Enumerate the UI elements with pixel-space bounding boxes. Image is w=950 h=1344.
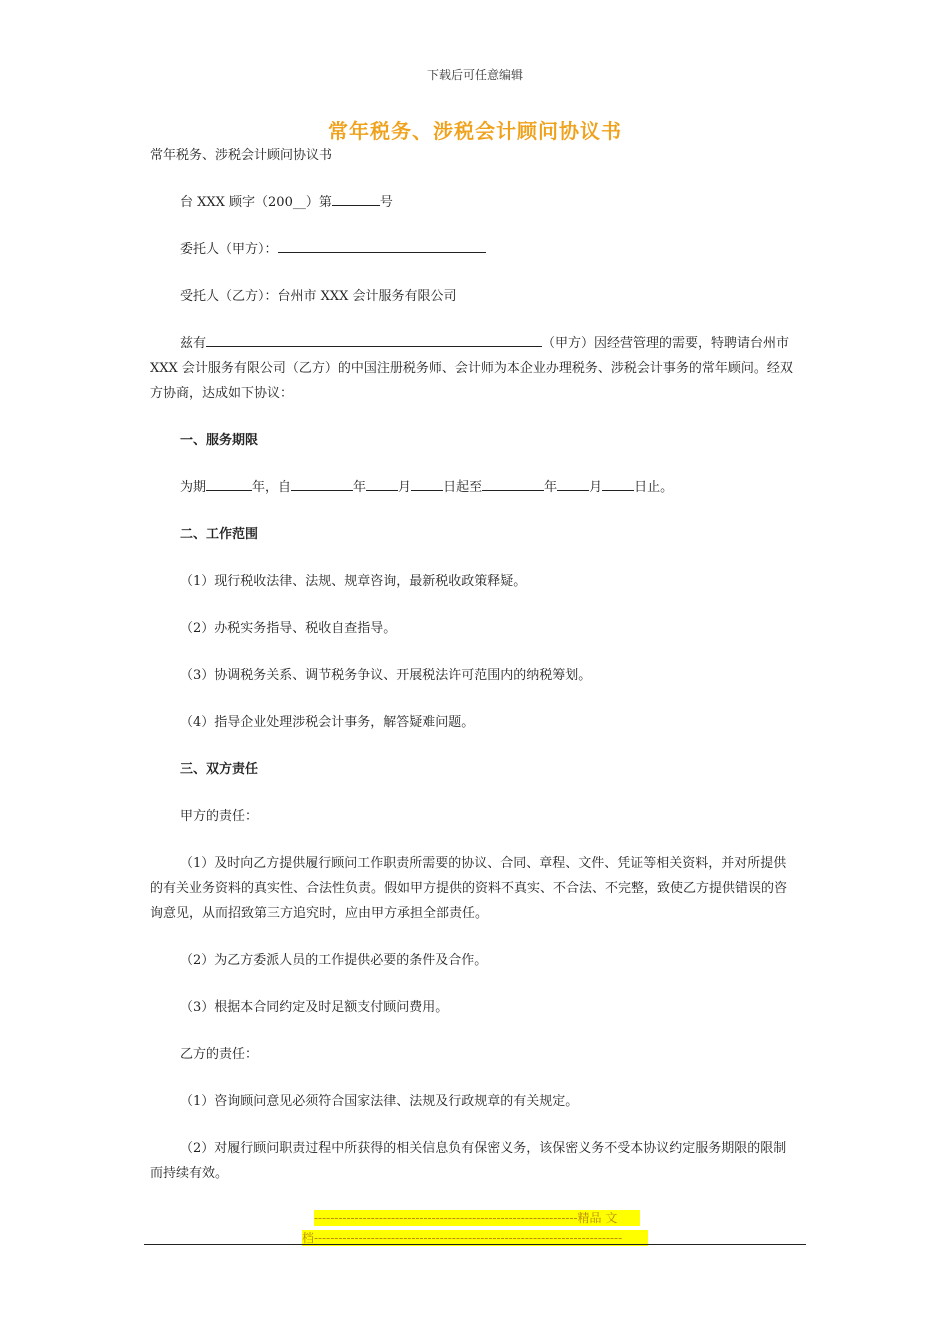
scope-item-1: （1）现行税收法律、法规、规章咨询，最新税收政策释疑。 (180, 574, 527, 589)
doc-number-suffix: 号 (379, 195, 393, 210)
party-a-duty-1: （1）及时向乙方提供履行顾问工作职责所需要的协议、合同、章程、文件、凭证等相关资料，并对所提供的有关业务资料的真实性、合法性负责。假如甲方提供的资料不真实、不合法、不完整，致使乙方提供错误的咨询意见，从而招致第三方追究时，应由甲方承担全部责任。 (150, 856, 788, 921)
doc-number-prefix: 台 XXX 顾字（200__）第 (180, 195, 332, 210)
party-b-duty-1: （1）咨询顾问意见必须符合国家法律、法规及行政规章的有关规定。 (180, 1094, 579, 1109)
period-text-8: 日止。 (634, 480, 674, 495)
start-year-blank[interactable] (291, 475, 353, 491)
period-text-6: 年 (544, 480, 558, 495)
document-body (150, 143, 795, 1186)
end-year-blank[interactable] (482, 475, 544, 491)
service-period-line (150, 475, 795, 500)
period-text-3: 年 (353, 480, 367, 495)
scope-item-3: （3）协调税务关系、调节税务争议、开展税法许可范围内的纳税筹划。 (180, 668, 592, 683)
start-month-blank[interactable] (366, 475, 398, 491)
section2-heading: 二、工作范围 (180, 527, 259, 542)
period-text-1: 为期 (180, 480, 207, 495)
period-text-4: 月 (398, 480, 412, 495)
party-a-label: 委托人（甲方）： (180, 242, 278, 257)
intro-lead: 兹有 (180, 336, 207, 351)
period-text-2: 年，自 (252, 480, 292, 495)
end-day-blank[interactable] (602, 475, 634, 491)
doc-number-line (150, 190, 795, 215)
party-a-duty-3: （3）根据本合同约定及时足额支付顾问费用。 (180, 1000, 449, 1015)
scope-item-4: （4）指导企业处理涉税会计事务，解答疑难问题。 (180, 715, 475, 730)
document-subtitle: 常年税务、涉税会计顾问协议书 (150, 148, 333, 163)
end-month-blank[interactable] (557, 475, 589, 491)
header-note: 下载后可任意编辑 (426, 68, 523, 82)
party-a-duty-2: （2）为乙方委派人员的工作提供必要的条件及合作。 (180, 953, 488, 968)
doc-number-blank[interactable] (332, 190, 380, 206)
scope-item-2: （2）办税实务指导、税收自查指导。 (180, 621, 397, 636)
party-b-duty-2: （2）对履行顾问职责过程中所获得的相关信息负有保密义务，该保密义务不受本协议约定服务期限的限制而持续有效。 (150, 1141, 787, 1181)
intro-paragraph (150, 331, 795, 406)
period-text-5: 日起至 (443, 480, 483, 495)
intro-blank[interactable] (206, 331, 542, 347)
footer-line-2: 档---------------------------------------------------------------------------- (302, 1230, 648, 1246)
period-text-7: 月 (589, 480, 603, 495)
section1-heading: 一、服务期限 (180, 433, 259, 448)
section3-heading: 三、双方责任 (180, 762, 259, 777)
party-b-line: 受托人（乙方）：台州市 XXX 会计服务有限公司 (180, 289, 457, 304)
period-years-blank[interactable] (206, 475, 252, 491)
footer-line-1: -----------------------------------------------------------------精品 文 (314, 1210, 640, 1226)
document-title: 常年税务、涉税会计顾问协议书 (328, 119, 622, 143)
start-day-blank[interactable] (411, 475, 443, 491)
party-a-line (150, 237, 795, 262)
footer-divider (144, 1244, 806, 1245)
intro-rest: （甲方）因经营管理的需要，特聘请台州市 XXX 会计服务有限公司（乙方）的中国注册税务师、会计师为本企业办理税务、涉税会计事务的常年顾问。经双方协商，达成如下协议： (150, 336, 793, 401)
party-b-duties-label: 乙方的责任： (180, 1047, 259, 1062)
party-a-duties-label: 甲方的责任： (180, 809, 259, 824)
party-a-blank[interactable] (278, 237, 486, 253)
